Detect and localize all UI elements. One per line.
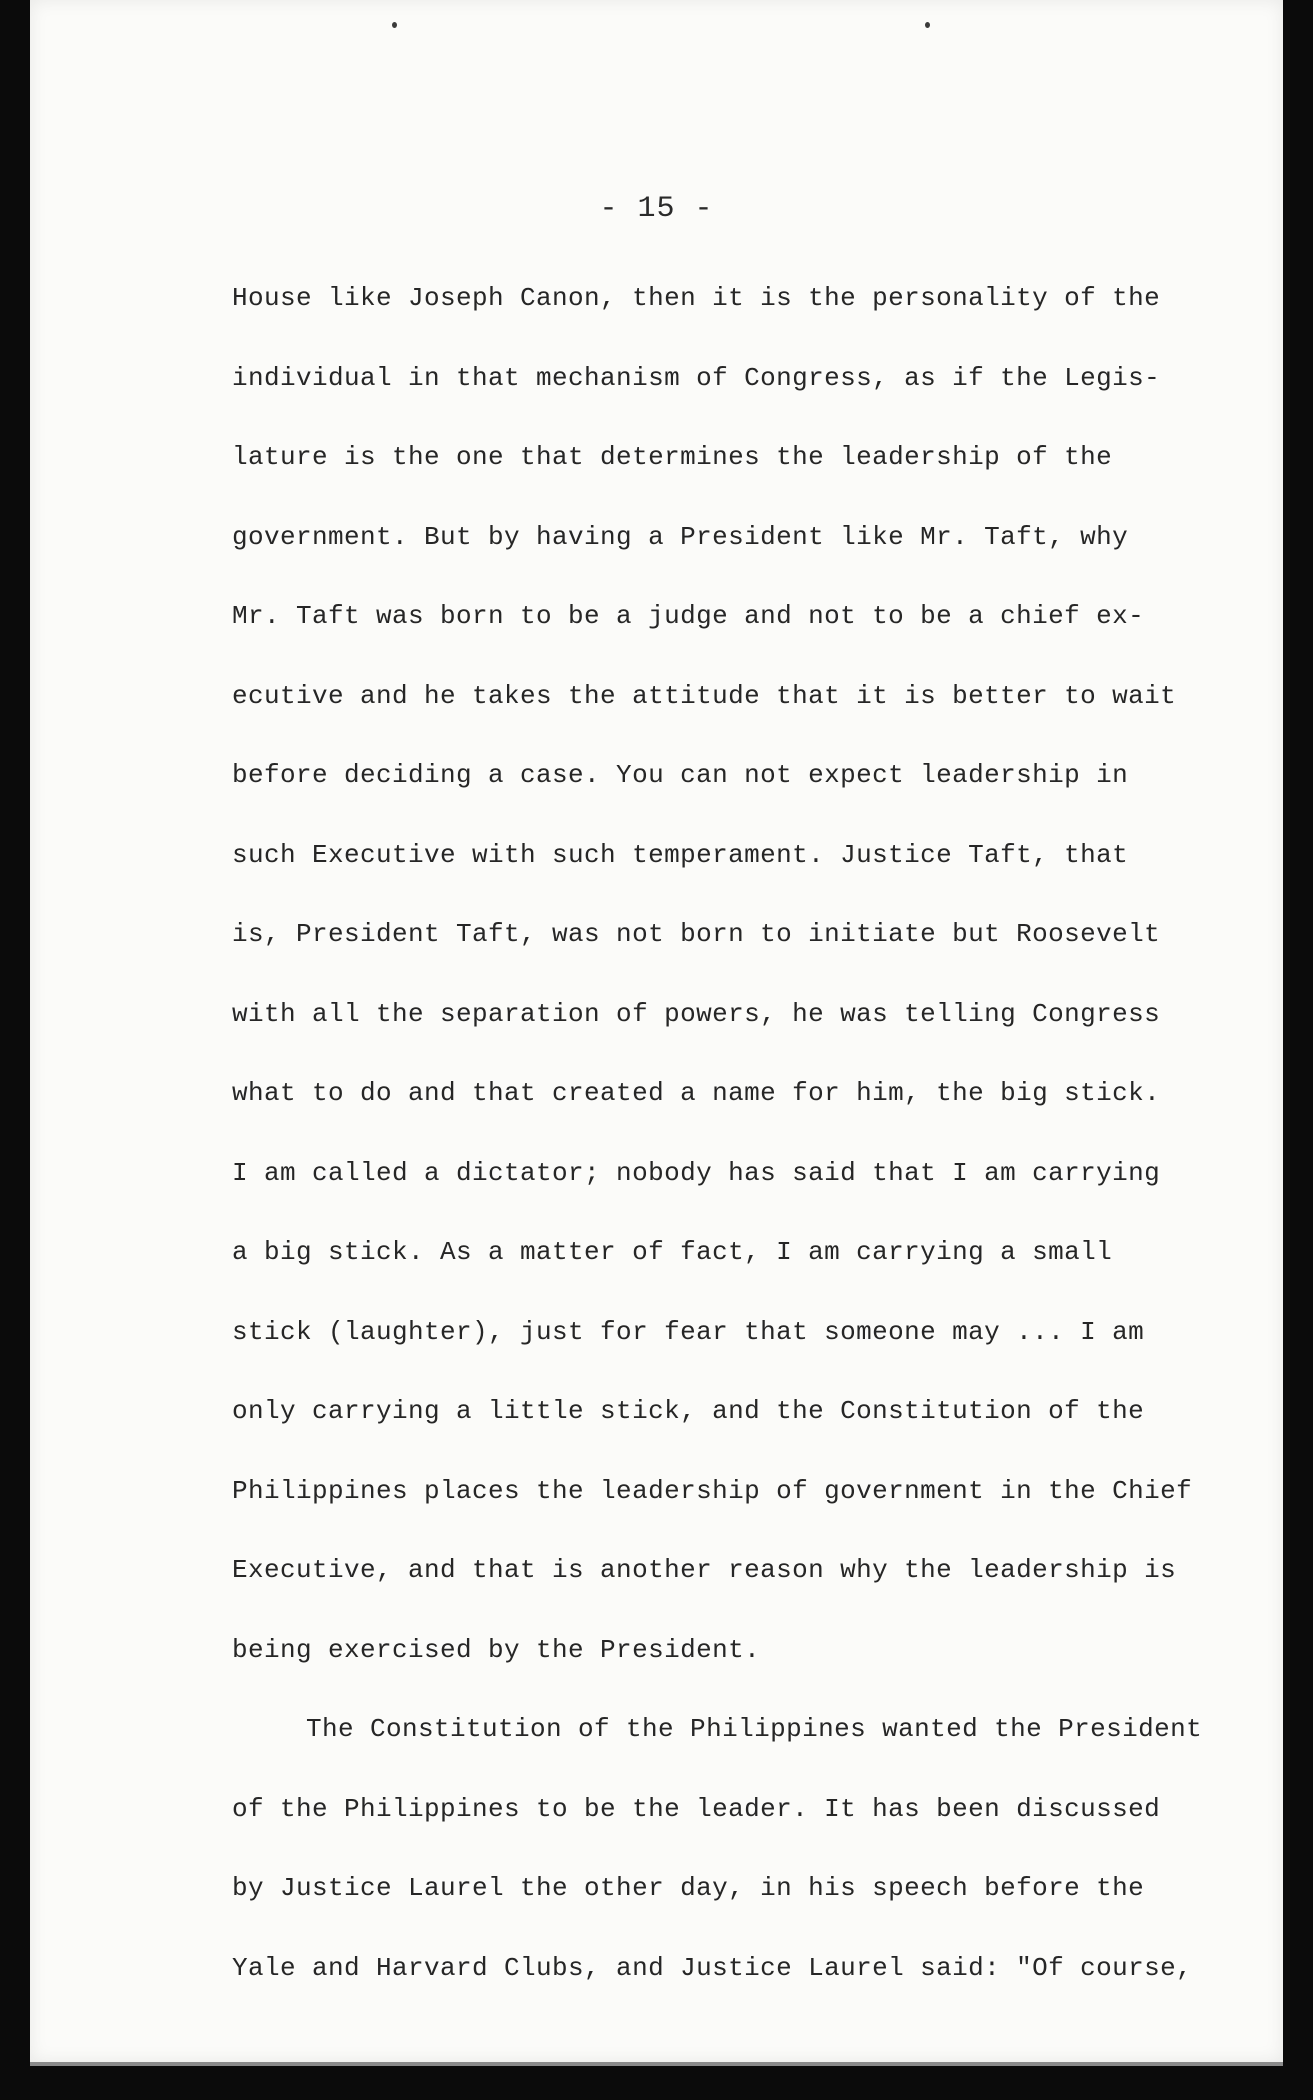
text-line: I am called a dictator; nobody has said that I am carrying [232,1157,1161,1188]
ink-speck [925,22,930,28]
text-line: House like Joseph Canon, then it is the personality of the [232,283,1161,313]
page-bottom-edge [30,2062,1283,2066]
text-line: by Justice Laurel the other day, in his speech before the [232,1873,1145,1903]
typewritten-page [30,0,1283,2062]
page-body [232,278,1232,2027]
text-line: of the Philippines to be the leader. It has been discussed [232,1793,1161,1824]
ink-speck [392,22,397,28]
text-line: government. But by having a President like Mr. Taft, why [232,521,1129,552]
text-line: with all the separation of powers, he was telling Congress [232,998,1161,1029]
text-line: Philippines places the leadership of government in the Chief [232,1475,1193,1506]
text-line: a big stick. As a matter of fact, I am carrying a small [232,1237,1113,1267]
text-line: Mr. Taft was born to be a judge and not to be a chief ex- [232,601,1145,631]
text-line: before deciding a case. You can not expect leadership in [232,760,1129,790]
paragraph-start-line: The Constitution of the Philippines wanted the President [306,1714,1203,1744]
text-line: stick (laughter), just for fear that someone may ... I am [232,1316,1145,1347]
text-line: individual in that mechanism of Congress, as if the Legis- [232,362,1161,393]
text-line: is, President Taft, was not born to initiate but Roosevelt [232,919,1161,949]
text-line: what to do and that created a name for him, the big stick. [232,1078,1161,1108]
text-line: being exercised by the President. [232,1634,761,1665]
text-line: Executive, and that is another reason why the leadership is [232,1555,1177,1585]
text-line: ecutive and he takes the attitude that it is better to wait [232,680,1177,711]
text-line: Yale and Harvard Clubs, and Justice Laurel said: "Of course, [232,1952,1193,1983]
text-line: only carrying a little stick, and the Constitution of the [232,1396,1145,1426]
text-line: such Executive with such temperament. Justice Taft, that [232,839,1129,870]
text-line: lature is the one that determines the leadership of the [232,442,1113,472]
page-number: - 15 - [599,192,714,226]
